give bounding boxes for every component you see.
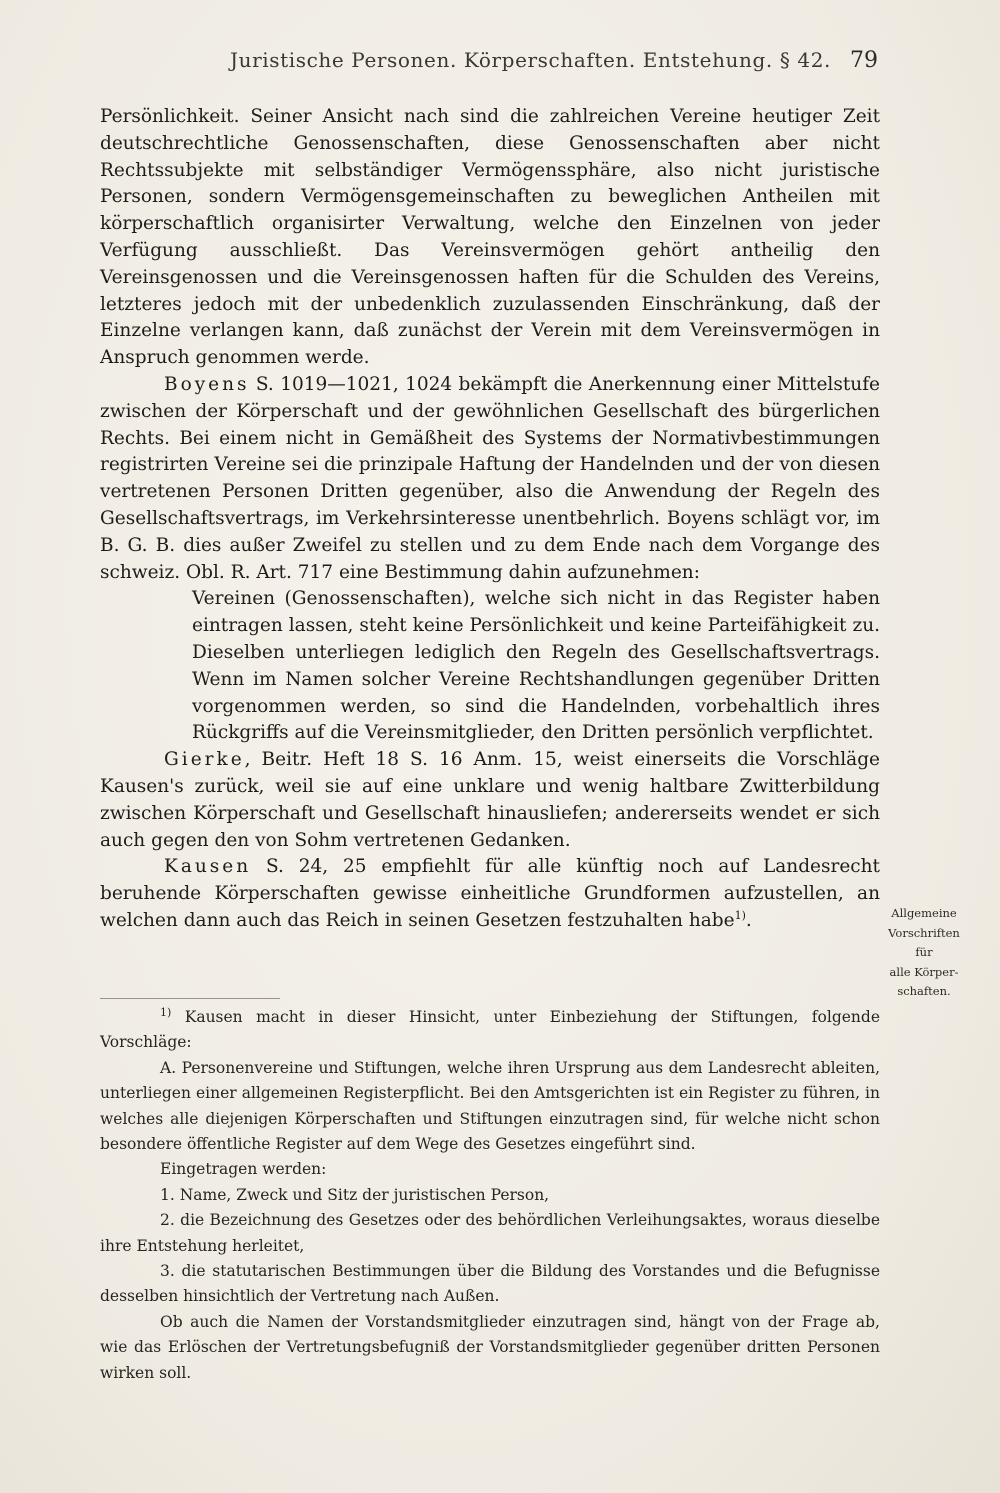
paragraph-text: , Beitr. Heft 18 S. 16 Anm. 15, weist einerseits die Vorschläge Kausen's zurück, weil sie auf eine unklare und wenig haltbare Zwitterbildung zwischen Körperschaft und Gesellschaft hinausliefen; andererseits wendet er sich auch gegen den von Sohm vertretenen Gedanken. [100,749,880,851]
paragraph-continuation: Persönlichkeit. Seiner Ansicht nach sind die zahlreichen Vereine heutiger Zeit deutschrechtliche Genossenschaften, diese Genossenschaften aber nicht Rechtssubjekte mit selbständiger Vermögenssphäre, also nicht juristische Personen, sondern Vermögensgemeinschaften zu beweglichen Antheilen mit körperschaftlich organisirter Verwaltung, welche den Einzelnen von jeder Verfügung ausschließt. Das Vereinsvermögen gehört antheilig den Vereinsgenossen und die Vereinsgenossen haften für die Schulden des Vereins, letzteres jedoch mit der unbedenklich zuzulassenden Einschränkung, daß der Einzelne verlangen kann, daß zunächst der Verein mit dem Vereinsvermögen in Anspruch genommen werde. [100,106,880,369]
block-quote: Vereinen (Genossenschaften), welche sich nicht in das Register haben eintragen lassen, steht keine Persönlichkeit und keine Parteifähigkeit zu. Dieselben unterliegen lediglich den Regeln des Gesellschaftsvertrags. Wenn im Namen solcher Vereine Rechtshandlungen gegenüber Dritten vorgenommen werden, so sind die Handelnden, vorbehaltlich ihres Rückgriffs auf die Vereinsmitglieder, den Dritten persönlich verpflichtet. [192,588,880,744]
footnote-intro [100,1005,880,1056]
footnote-list-item: 1. Name, Zweck und Sitz der juristischen Person, [160,1185,550,1204]
paragraph-boyens [100,372,880,586]
footnote-list-item: 3. die statutarischen Bestimmungen über die Bildung des Vorstandes und die Befugnisse desselben hinsichtlich der Vertretung nach Außen. [100,1262,880,1306]
margin-note-line: Allgemeine [891,906,957,920]
footnotes [100,1005,880,1386]
margin-note-line: schaften. [897,984,951,998]
margin-note-line: alle Körper- [889,964,959,979]
paragraph-text: S. 24, 25 empfiehlt für alle künftig noch auf Landesrecht beruhende Körperschaften gewisse einheitliche Grundformen aufzustellen, an welchen dann auch das Reich in seinen Gesetzen festzuhalten habe [100,856,880,931]
author-name-boyens: Boyens [164,373,250,395]
main-text [100,104,880,935]
margin-note-line: für [915,945,933,959]
paragraph-kausen [100,854,880,934]
footnote-text: Kausen macht in dieser Hinsicht, unter Einbeziehung der Stiftungen, folgende Vorschläge: [100,1008,880,1052]
margin-note-line: Vorschriften [888,925,960,940]
footnote-eingetragen: Eingetragen werden: [160,1160,327,1179]
author-name-gierke: Gierke [164,749,245,771]
running-title: Juristische Personen. Körperschaften. Entstehung. § 42. [230,48,831,72]
margin-note [884,904,964,1002]
footnote-closing: Ob auch die Namen der Vorstandsmitglieder einzutragen sind, hängt von der Frage ab, wie das Erlöschen der Vertretungsbefugniß der Vorstandsmitglieder gegenüber dritten Personen wirken soll. [100,1312,880,1382]
footnote-list-item: 2. die Bezeichnung des Gesetzes oder des behördlichen Verleihungsaktes, woraus dieselbe ihre Entstehung herleitet, [100,1211,880,1255]
author-name-kausen: Kausen [164,856,252,878]
paragraph-text: S. 1019—1021, 1024 bekämpft die Anerkennung einer Mittelstufe zwischen der Körperschaft und der gewöhnlichen Gesellschaft des bürgerlichen Rechts. Bei einem nicht in Gemäßheit des Systems der Normativbestimmungen registrirten Vereine sei die prinzipale Haftung der Handelnden und der von diesen vertretenen Personen Dritten gegenüber, also die Anwendung der Regeln des Gesellschaftsvertrags, im Verkehrsinteresse unentbehrlich. Boyens schlägt vor, im B. G. B. dies außer Zweifel zu stellen und zu dem Ende nach dem Vorgange des schweiz. Obl. R. Art. 717 eine Bestimmung dahin aufzunehmen: [100,373,880,583]
footnote-section-a: A. Personenvereine und Stiftungen, welche ihren Ursprung aus dem Landesrecht ableiten, unterliegen einer allgemeinen Registerpflicht. Bei den Amtsgerichten ist ein Register zu führen, in welches alle diejenigen Körperschaften und Stiftungen einzutragen sind, für welche nicht schon besondere öffentliche Register auf dem Wege des Gesetzes eingeführt sind. [100,1058,880,1154]
footnote-reference[interactable]: 1) [734,908,746,922]
footnote-divider [100,998,280,999]
footnote-marker: 1) [160,1005,172,1019]
paragraph-end: . [745,909,752,931]
page-header [100,44,880,84]
page-number: 79 [850,48,878,73]
paragraph-gierke [100,747,880,854]
